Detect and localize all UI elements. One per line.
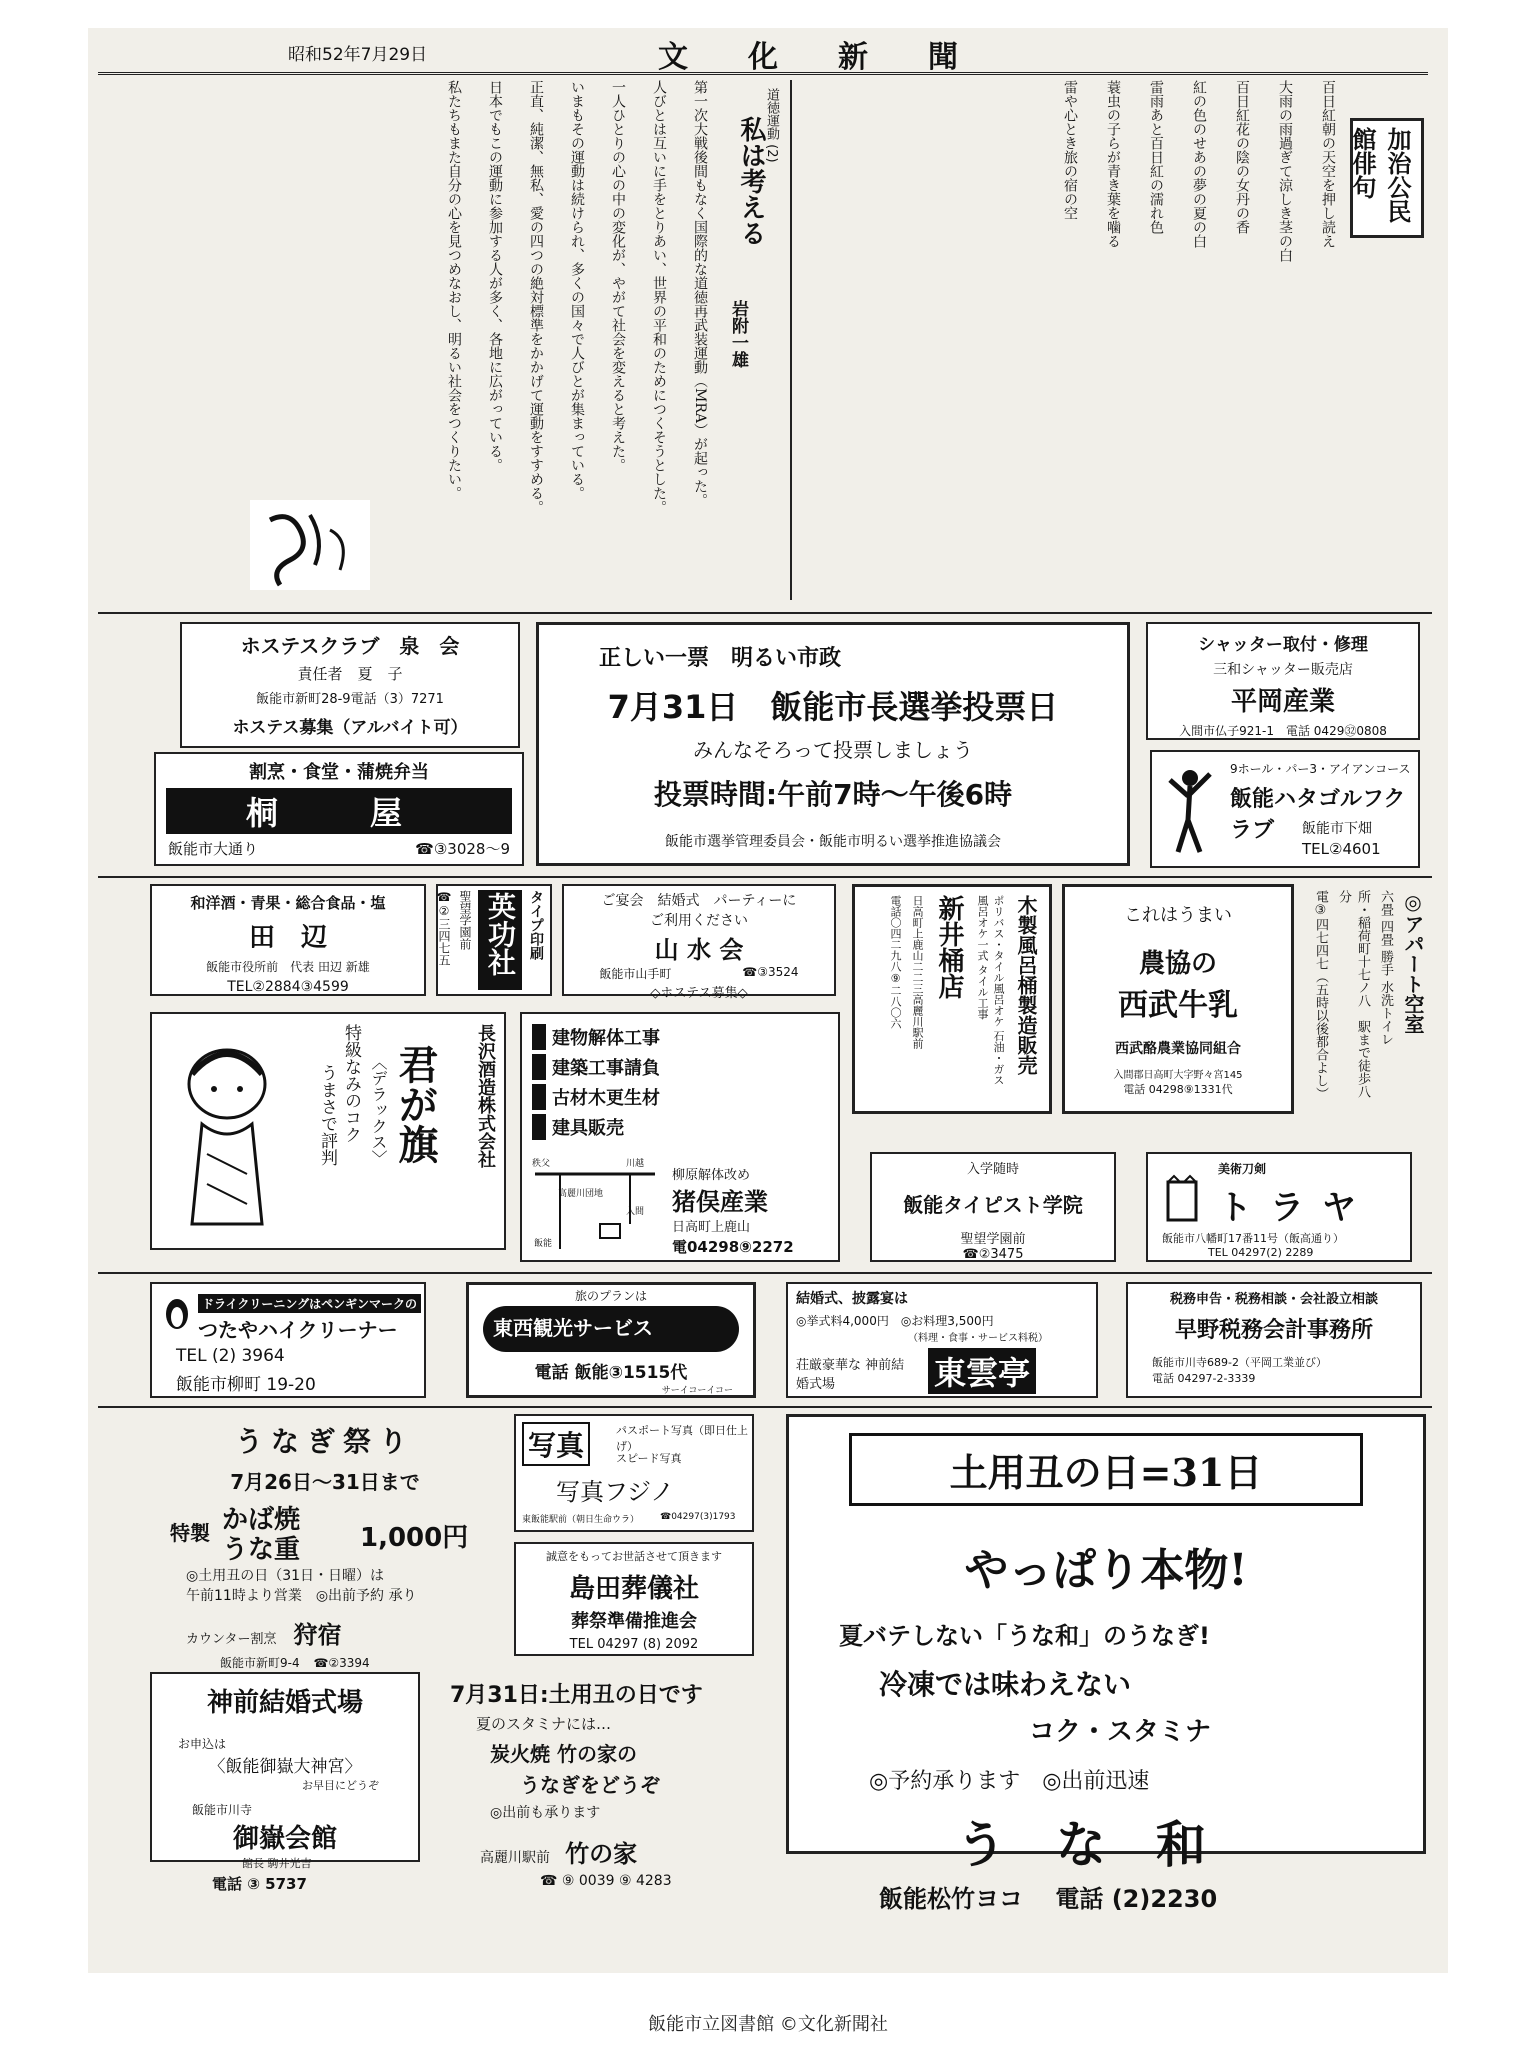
izumikai-manager: 責任者 夏 子 — [297, 665, 403, 683]
brush-signature-icon — [250, 500, 370, 590]
tozai-kana: サーイコーイコー — [661, 1386, 733, 1396]
ad-eikosha — [436, 884, 552, 996]
haiku-line: 百日紅朝の天空を押し読え — [1320, 80, 1336, 248]
unagifes-price: 1,000円 — [360, 1523, 469, 1553]
haiku-line: 大雨の雨過ぎて涼しき茎の白 — [1277, 80, 1293, 262]
essay-paragraph: 正直、純潔、無私、愛の四つの絶対標準をかかげて運動をすすめる。 — [528, 80, 544, 514]
tanabe-address: 飯能市役所前 代表 田辺 新雄 — [206, 960, 370, 974]
inomata-service-1: 建物解体工事 — [532, 1024, 828, 1050]
shimada-assoc: 葬祭準備推進会 — [571, 1611, 697, 1632]
ad-toraya — [1146, 1152, 1412, 1262]
mitake-apply: お申込は — [178, 1737, 227, 1751]
essay-body — [102, 80, 712, 600]
toraya-name: トラヤ — [1218, 1188, 1374, 1228]
section-divider — [98, 876, 1432, 878]
ad-hatagolf — [1150, 750, 1420, 868]
election-hours: 投票時間:午前7時〜午後6時 — [653, 778, 1013, 811]
kiriya-address: 飯能市大通り — [168, 840, 259, 858]
inomata-address: 日高町上鹿山 — [672, 1220, 751, 1235]
issue-date: 昭和52年7月29日 — [288, 45, 428, 65]
unagifes-item2: うな重 — [222, 1535, 301, 1565]
essay-paragraph: 私たちもまた自分の心を見つめなおし、明るい社会をつくりたい。 — [446, 80, 462, 500]
tozai-phone: 電話 飯能③1515代 — [534, 1363, 688, 1383]
unawa-line3: コク・スタミナ — [1029, 1717, 1212, 1747]
apartment-detail: 六畳 四畳 勝手 水洗トイレ — [1378, 890, 1393, 1046]
map-label: 飯能 — [534, 1239, 553, 1249]
fujino-sign: 写真 — [522, 1422, 590, 1466]
izumikai-recruit: ホステス募集（アルバイト可） — [232, 718, 468, 738]
unawa-title: 土用丑の日=31日 — [849, 1433, 1363, 1506]
essay-paragraph: 人びとは互いに手をとりあい、世界の平和のためにつくそうとした。 — [651, 80, 667, 514]
essay-title: 私は考える — [736, 116, 766, 246]
ad-seibumilk — [1062, 884, 1294, 1114]
haiku-title: 加治公民館俳句 — [1350, 118, 1424, 238]
seibumilk-tag: これはうまい — [1124, 905, 1232, 926]
ad-sansuikai — [562, 884, 836, 1001]
eikosha-type: タイプ印刷 — [528, 890, 544, 960]
mitake-director: 館長 駒井光吉 — [242, 1857, 312, 1870]
takenoya-line2: 炭火焼 竹の家の — [490, 1742, 637, 1766]
hatagolf-phone: TEL②4601 — [1302, 840, 1381, 858]
sansuikai-recruit: ◇ホステス募集◇ — [650, 986, 748, 1001]
toun-name: 東雲亭 — [928, 1348, 1036, 1394]
kiriya-type: 割烹・食堂・蒲焼弁当 — [249, 762, 429, 783]
haiku-line: 百日紅花の陰の女丹の香 — [1234, 80, 1250, 234]
unawa-address: 飯能松竹ヨコ — [879, 1885, 1023, 1913]
unagifes-note1: ◎土用丑の日（31日・日曜）は — [186, 1568, 385, 1584]
izumikai-title: ホステスクラブ 泉 会 — [240, 634, 460, 658]
hiraoka-address: 入間市仏子921-1 電話 0429㉜0808 — [1179, 724, 1387, 738]
haiku-line: 紅の色のせあの夢の夏の白 — [1191, 80, 1207, 248]
geisha-illustration-icon — [162, 1034, 292, 1234]
shimada-name: 島田葬儀社 — [568, 1574, 699, 1604]
ad-kimigahata — [150, 1012, 506, 1250]
ad-apartment — [1302, 890, 1428, 1110]
airplane-icon — [483, 1306, 739, 1352]
typist-tag: 入学随時 — [966, 1162, 1019, 1177]
tanabe-name: 田 辺 — [248, 923, 327, 953]
essay-paragraph: 日本でもこの運動に参加する人が多く、各地に広がっている。 — [487, 80, 503, 472]
inomata-phone: 電04298⑨2272 — [672, 1238, 794, 1256]
fujino-item-1: パスポート写真（即日仕上げ） — [616, 1424, 748, 1453]
eikosha-name: 英功社 — [478, 890, 522, 990]
eikosha-phone: ☎②三四七五 — [437, 890, 451, 966]
hatagolf-course: 9ホール・パー3・アイアンコース — [1230, 762, 1411, 776]
takenoya-line3: うなぎをどうぞ — [520, 1773, 660, 1797]
inomata-service-4: 建具販売 — [532, 1114, 828, 1140]
hatagolf-name: 飯能ハタゴルフクラブ — [1230, 787, 1406, 843]
unagifes-item1: かば焼 — [222, 1505, 301, 1535]
masthead — [98, 30, 1428, 75]
araioke-title: 木製風呂桶製造販売 — [1014, 895, 1038, 1075]
seibumilk-name: 西武牛乳 — [1118, 988, 1238, 1023]
election-call: みんなそろって投票しましょう — [693, 738, 973, 762]
footer-credit: 飯能市立図書館 ©文化新聞社 — [648, 2014, 888, 2035]
hayano-phone: 電話 04297-2-3339 — [1152, 1372, 1256, 1385]
araioke-address: 日高町上鹿山二二三高麗川駅前 — [911, 895, 924, 1049]
ad-tanabe — [150, 884, 426, 996]
ad-mitake — [150, 1672, 420, 1893]
sansuikai-phone: ☎③3524 — [742, 965, 799, 979]
unagifes-phone: ☎②3394 — [313, 1656, 370, 1670]
tsutaya-name: つたやハイクリーナー — [198, 1318, 398, 1342]
map-label: 高麗川団地 — [558, 1189, 604, 1199]
essay-paragraph: 第一次大戦後間もなく国際的な道徳再武装運動（MRA）が起った。 — [692, 80, 708, 507]
essay-series: 道徳運動 (2) — [764, 88, 779, 163]
ad-tozai — [466, 1282, 756, 1398]
unagifes-address: 飯能市新町9-4 — [220, 1656, 300, 1670]
typist-address: 聖望学園前 — [960, 1232, 1026, 1247]
essay-author: 岩附一雄 — [728, 300, 748, 368]
seibumilk-line1: 農協の — [1138, 949, 1217, 979]
ad-takenoya — [440, 1672, 770, 1889]
election-slogan: 正しい一票 明るい市政 — [599, 646, 842, 671]
hiraoka-dealer: 三和シャッター販売店 — [1213, 662, 1353, 678]
kiriya-phone: ☎③3028〜9 — [415, 840, 510, 858]
unagifes-note2: 午前11時より営業 ◎出前予約 承り — [186, 1588, 417, 1604]
essay-paragraph: 一人ひとりの心の中の変化が、やがて社会を変えると考えた。 — [610, 80, 626, 472]
hayano-name: 早野税務会計事務所 — [1174, 1317, 1373, 1343]
essay-paragraph: いまもその運動は続けられ、多くの国々で人びとが集まっている。 — [569, 80, 585, 500]
shimada-tag: 誠意をもってお世話させて頂きます — [546, 1550, 722, 1563]
tanabe-type: 和洋酒・青果・総合食品・塩 — [190, 894, 386, 912]
tsutaya-address: 飯能市柳町 19-20 — [176, 1375, 316, 1395]
araioke-name: 新井桶店 — [934, 895, 964, 999]
kimigahata-deluxe: 〈デラックス〉 — [369, 1054, 388, 1166]
kimigahata-tag1: うまさで評判 — [317, 1064, 337, 1166]
ad-unawa — [786, 1414, 1426, 1913]
map-label: 秩父 — [532, 1159, 551, 1169]
ad-kiriya — [154, 752, 524, 866]
ad-typist — [870, 1152, 1116, 1262]
mitake-early: お早目にどうぞ — [302, 1779, 379, 1792]
takenoya-station: 高麗川駅前 — [480, 1850, 550, 1866]
ad-araioke — [852, 884, 1052, 1114]
sansuikai-line2: ご利用ください — [650, 913, 748, 929]
tiger-icon — [1162, 1176, 1202, 1226]
inomata-service-3: 古材木更生材 — [532, 1084, 828, 1110]
fujino-name: 写真フジノ — [556, 1478, 675, 1506]
unawa-name: うな和 — [956, 1815, 1256, 1874]
izumikai-address: 飯能市新町28-9電話（3）7271 — [256, 692, 444, 707]
tozai-tag: 旅のプランは — [574, 1289, 647, 1303]
mitake-title: 神前結婚式場 — [206, 1688, 363, 1718]
ad-shimada — [514, 1542, 754, 1656]
ad-izumikai — [180, 622, 520, 748]
sansuikai-name: 山 水 会 — [654, 935, 744, 964]
kimigahata-maker: 長沢酒造株式会社 — [475, 1024, 496, 1168]
ad-inomata — [520, 1012, 840, 1262]
inomata-formerly: 柳原解体改め — [672, 1168, 751, 1183]
map-label: 川越 — [626, 1159, 645, 1169]
hiraoka-name: 平岡産業 — [1230, 687, 1335, 717]
toun-fees: ◎挙式料4,000円 ◎お料理3,500円 — [796, 1314, 994, 1328]
hayano-address: 飯能市川寺689-2（平岡工業並び） — [1152, 1356, 1327, 1369]
election-sponsor: 飯能市選挙管理委員会・飯能市明るい選挙推進協議会 — [665, 834, 1001, 850]
typist-name: 飯能タイピスト学院 — [903, 1193, 1083, 1217]
apartment-title: ◎アパート空室 — [1401, 890, 1425, 1034]
ad-tsutaya — [150, 1282, 426, 1398]
fujino-address: 東飯能駅前（朝日生命ウラ） — [522, 1515, 640, 1525]
tsutaya-tag: ドライクリーニングはペンギンマークの — [198, 1294, 421, 1313]
section-divider — [98, 1406, 1432, 1408]
apartment-phone: 電③四七四七（五時以後都合よし） — [1313, 890, 1328, 1100]
unagifes-period: 7月26日〜31日まで — [230, 1470, 420, 1494]
ad-unagi-festival — [150, 1414, 500, 1670]
takenoya-name: 竹の家 — [565, 1839, 638, 1868]
inomata-name: 猪俣産業 — [672, 1187, 768, 1216]
section-divider — [98, 1272, 1432, 1274]
kimigahata-name: 君が旗 — [392, 1044, 439, 1164]
ad-fujino — [514, 1414, 754, 1532]
hayano-tag: 税務申告・税務相談・会社設立相談 — [1169, 1292, 1378, 1307]
takenoya-line1: 夏のスタミナには… — [476, 1715, 612, 1733]
fujino-item-2: スピード写真 — [616, 1452, 682, 1465]
takenoya-phone: ☎ ⑨ 0039 ⑨ 4283 — [540, 1873, 672, 1889]
unawa-phone: 電話 (2)2230 — [1055, 1885, 1218, 1913]
haiku-line: 蓑虫の子らが青き葉を噛る — [1105, 80, 1121, 248]
unawa-slogan: やっぱり本物! — [964, 1545, 1248, 1596]
penguin-icon — [162, 1292, 192, 1330]
toun-fee-note: （料理・食事・サービス料税） — [908, 1333, 1048, 1344]
paper-title: 文化新聞 — [658, 40, 1018, 75]
column-divider — [790, 80, 792, 600]
seibumilk-coop: 西武酪農業協同組合 — [1115, 1041, 1241, 1057]
takenoya-date: 7月31日:土用丑の日です — [450, 1683, 703, 1708]
inomata-service-2: 建築工事請負 — [532, 1054, 828, 1080]
unawa-line1: 夏バテしない「うな和」のうなぎ! — [839, 1622, 1210, 1650]
araioke-items: ポリバス・タイル風呂オケ 石油・ガス風呂オケ一式 タイル工事 — [976, 895, 1005, 1086]
unagifes-counter: カウンター割烹 — [186, 1632, 277, 1647]
mitake-phone: 電話 ③ 5737 — [212, 1875, 307, 1893]
hiraoka-service: シャッター取付・修理 — [1198, 635, 1368, 655]
tanabe-phone: TEL②2884③4599 — [227, 979, 349, 995]
tozai-name: 東西観光サービス — [493, 1316, 653, 1340]
mitake-area: 飯能市川寺 — [192, 1803, 253, 1817]
unagifes-special: 特製 — [170, 1521, 210, 1545]
toun-tag: 荘厳豪華な 神前結婚式場 — [796, 1358, 905, 1392]
golfer-icon — [1160, 760, 1220, 860]
kiriya-name: 桐 屋 — [166, 788, 512, 834]
map-label: 入間 — [626, 1207, 645, 1217]
mitake-shrine: 〈飯能御嶽大神宮〉 — [208, 1757, 362, 1777]
fujino-phone: ☎04297(3)1793 — [660, 1512, 736, 1522]
toraya-phone: TEL 04297(2) 2289 — [1208, 1246, 1314, 1259]
signature-illustration — [250, 500, 370, 590]
araioke-phone: 電話〇四二九八⑨二八〇六 — [889, 895, 902, 1029]
shimada-phone: TEL 04297 (8) 2092 — [569, 1637, 699, 1652]
typist-phone: ☎②3475 — [962, 1247, 1024, 1262]
seibumilk-phone: 電話 04298⑨1331代 — [1123, 1083, 1233, 1096]
unawa-service: ◎予約承ります ◎出前迅速 — [869, 1769, 1150, 1794]
seibumilk-address: 入間郡日高町大字野々宮145 — [1113, 1070, 1243, 1081]
unagifes-name: 狩宿 — [293, 1620, 342, 1649]
section-divider — [98, 612, 1432, 614]
toraya-address: 飯能市八幡町17番11号（飯高通り） — [1162, 1232, 1344, 1245]
eikosha-address: 聖望学園前 — [458, 890, 472, 950]
haiku-line: 雷雨あと百日紅の濡れ色 — [1148, 80, 1164, 234]
toun-line1: 結婚式、披露宴は — [796, 1291, 908, 1307]
haiku-line: 雷や心とき旅の宿の空 — [1062, 80, 1078, 220]
election-date: 7月31日 飯能市長選挙投票日 — [607, 688, 1059, 726]
ad-hayano — [1126, 1282, 1422, 1398]
ad-election — [536, 622, 1130, 866]
apartment-address: 所・稲荷町十七ノ八 駅まで徒歩八分 — [1336, 890, 1370, 1098]
tsutaya-phone: TEL (2) 3964 — [176, 1346, 285, 1366]
ad-hiraoka — [1146, 622, 1420, 740]
takenoya-delivery: ◎出前も承ります — [490, 1805, 601, 1821]
kimigahata-tag2: 特級なみのコク — [341, 1024, 361, 1143]
article-section — [102, 80, 1432, 610]
toraya-tag: 美術刀剣 — [1218, 1162, 1267, 1176]
unawa-line2: 冷凍では味わえない — [879, 1668, 1132, 1701]
unagifes-title: うなぎ祭り — [234, 1425, 415, 1458]
sansuikai-address: 飯能市山手町 — [599, 967, 672, 981]
ad-toun — [786, 1282, 1098, 1398]
sansuikai-line1: ご宴会 結婚式 パーティーに — [601, 893, 797, 909]
mitake-name: 御嶽会館 — [232, 1824, 337, 1854]
hatagolf-address: 飯能市下畑 — [1302, 821, 1372, 837]
